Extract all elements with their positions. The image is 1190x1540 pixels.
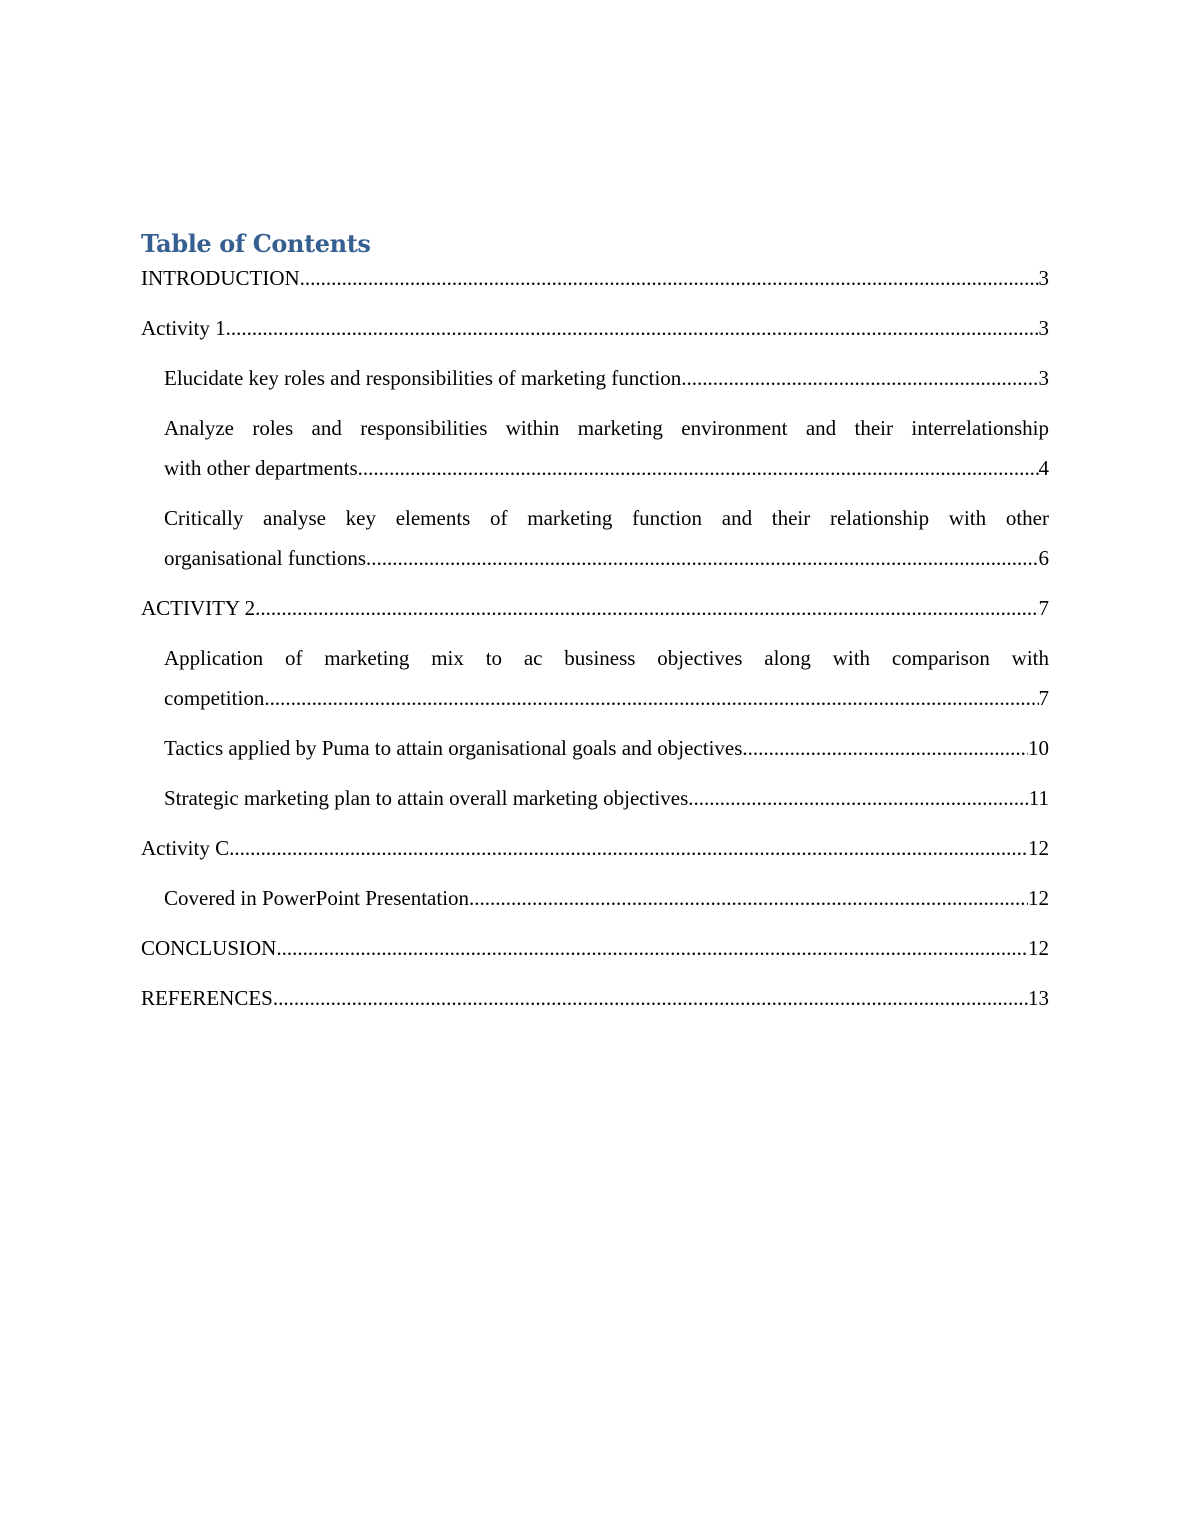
toc-leader-dots [226, 308, 1039, 348]
toc-entry-analyze-roles[interactable] [141, 408, 1049, 488]
document-page [141, 226, 1049, 1028]
toc-leader-dots [264, 678, 1038, 718]
toc-page-number: 13 [1028, 986, 1049, 1010]
toc-leader-dots [229, 828, 1028, 868]
toc-entry-label: REFERENCES [141, 986, 273, 1010]
toc-list [141, 258, 1049, 1018]
toc-entry-label-line: Critically analyse key elements of marketing function and their relationship with other [164, 506, 1049, 530]
toc-entry-critically-analyse[interactable] [141, 498, 1049, 578]
toc-entry-label-line: Analyze roles and responsibilities within marketing environment and their interrelationship [164, 416, 1049, 440]
toc-leader-dots [276, 928, 1028, 968]
toc-page-number: 12 [1028, 886, 1049, 910]
toc-entry-introduction[interactable] [141, 258, 1049, 298]
toc-page-number: 3 [1038, 316, 1049, 340]
toc-leader-dots [358, 448, 1039, 488]
toc-page-number: 12 [1028, 836, 1049, 860]
toc-page-number: 4 [1038, 456, 1049, 480]
toc-page-number: 7 [1038, 596, 1049, 620]
toc-entry-label: ACTIVITY 2 [141, 596, 256, 620]
toc-leader-dots [273, 978, 1028, 1018]
toc-entry-activity-1[interactable] [141, 308, 1049, 348]
toc-entry-strategic-plan[interactable] [141, 778, 1049, 818]
toc-page-number: 7 [1038, 686, 1049, 710]
toc-page-number: 10 [1028, 736, 1049, 760]
toc-leader-dots [255, 588, 1038, 628]
toc-title: Table of Contents [141, 229, 371, 258]
toc-leader-dots [300, 258, 1039, 298]
toc-entry-label: Tactics applied by Puma to attain organisational goals and objectives [164, 736, 743, 760]
toc-entry-label: Covered in PowerPoint Presentation [164, 886, 470, 910]
toc-entry-label-line: Application of marketing mix to ac business objectives along with comparison with [164, 646, 1049, 670]
toc-leader-dots [366, 538, 1039, 578]
toc-entry-label: CONCLUSION [141, 936, 277, 960]
toc-entry-powerpoint[interactable] [141, 878, 1049, 918]
toc-leader-dots [469, 878, 1028, 918]
toc-entry-label: Strategic marketing plan to attain overall marketing objectives [164, 786, 689, 810]
toc-leader-dots [688, 778, 1029, 818]
toc-entry-label: competition [164, 686, 265, 710]
toc-leader-dots [742, 728, 1028, 768]
toc-entry-activity-2[interactable] [141, 588, 1049, 628]
toc-entry-label: Elucidate key roles and responsibilities of marketing function [164, 366, 682, 390]
toc-entry-label: with other departments [164, 456, 358, 480]
toc-entry-tactics-puma[interactable] [141, 728, 1049, 768]
toc-entry-label: Activity C [141, 836, 230, 860]
toc-entry-activity-c[interactable] [141, 828, 1049, 868]
toc-entry-label: Activity 1 [141, 316, 226, 340]
toc-page-number: 6 [1038, 546, 1049, 570]
toc-entry-label: INTRODUCTION [141, 266, 300, 290]
toc-entry-label: organisational functions [164, 546, 366, 570]
toc-page-number: 12 [1028, 936, 1049, 960]
toc-page-number: 3 [1038, 366, 1049, 390]
toc-leader-dots [681, 358, 1038, 398]
toc-entry-conclusion[interactable] [141, 928, 1049, 968]
toc-entry-elucidate-roles[interactable] [141, 358, 1049, 398]
toc-entry-references[interactable] [141, 978, 1049, 1018]
toc-page-number: 11 [1028, 786, 1049, 810]
toc-page-number: 3 [1038, 266, 1049, 290]
toc-entry-marketing-mix[interactable] [141, 638, 1049, 718]
